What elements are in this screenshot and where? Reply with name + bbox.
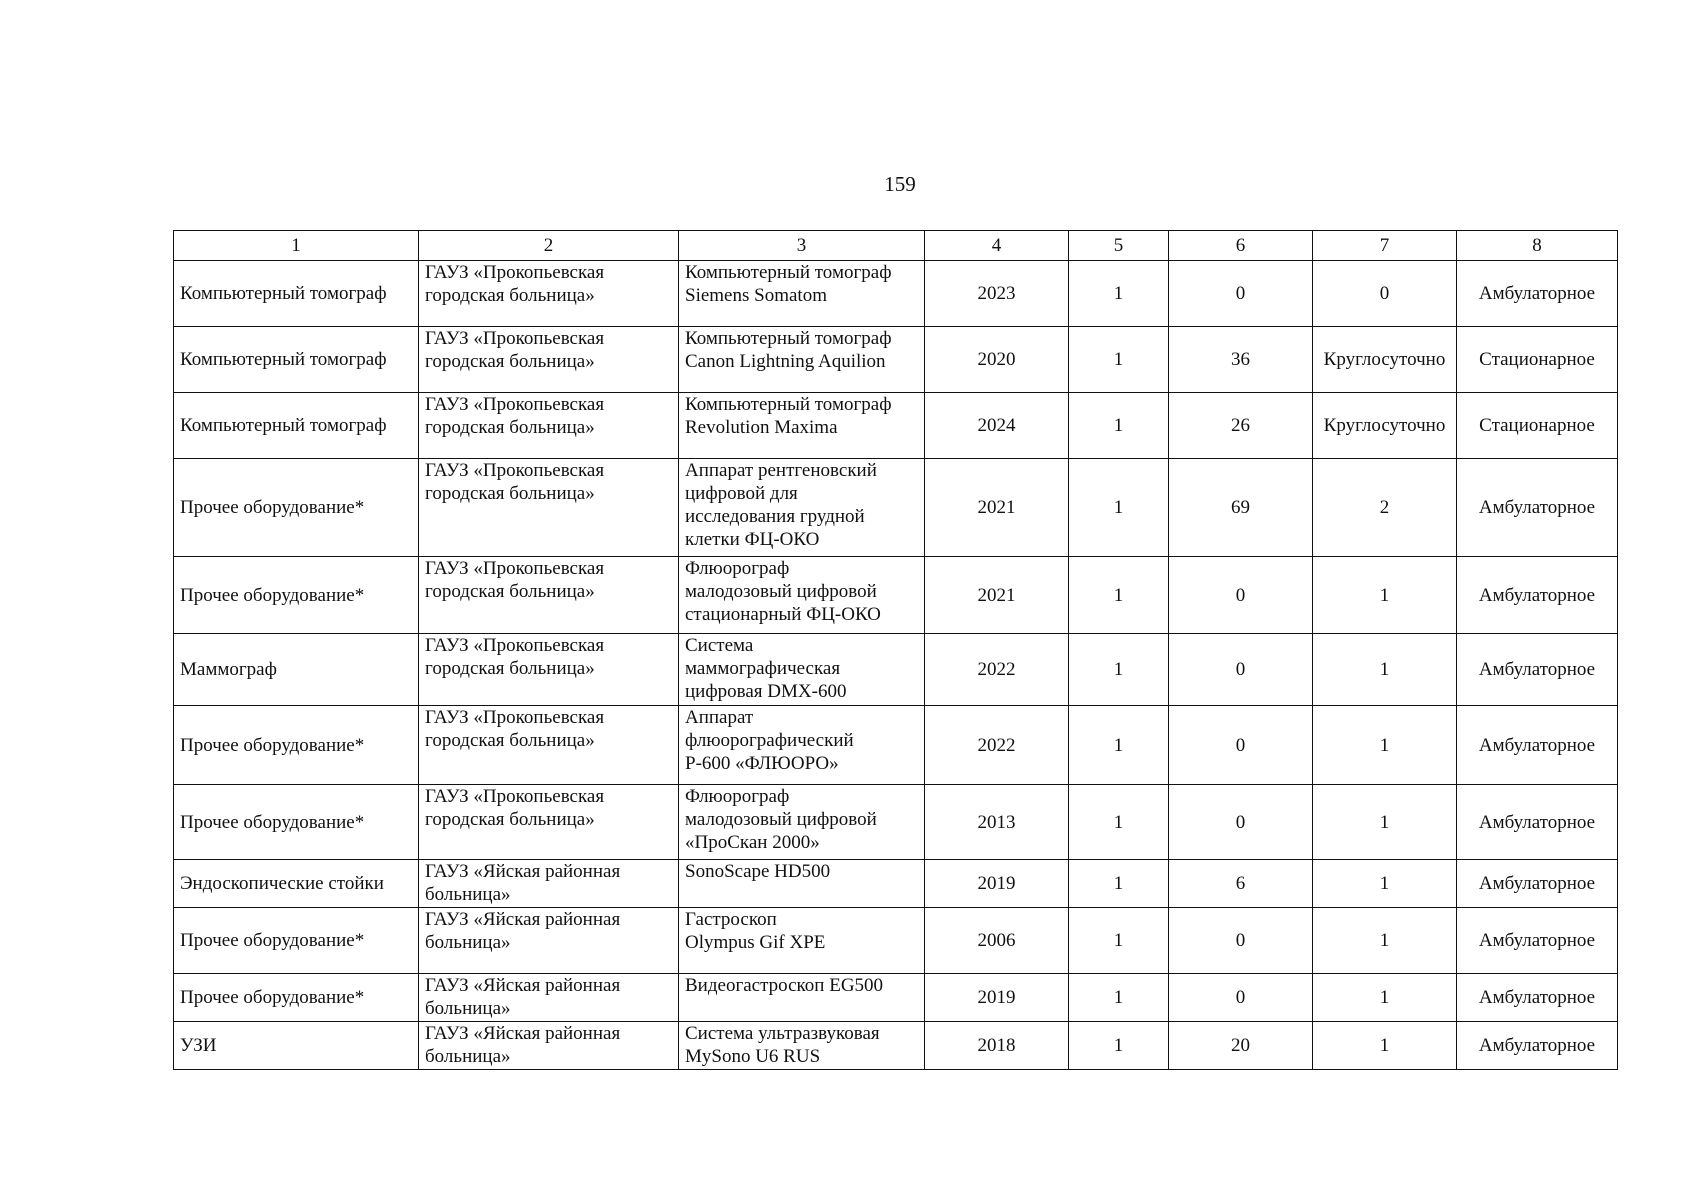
service-mode-cell: Амбулаторное bbox=[1457, 557, 1618, 634]
model: Компьютерный томограф Siemens Somatom bbox=[685, 262, 892, 306]
service-mode-cell: Амбулаторное bbox=[1457, 459, 1618, 557]
year-cell: 2006 bbox=[925, 908, 1069, 974]
organization-cell bbox=[419, 459, 679, 557]
count-cell: 1 bbox=[1069, 634, 1169, 706]
organization: ГАУЗ «Прокопьевская городская больница» bbox=[425, 707, 605, 751]
column-6-cell: 36 bbox=[1169, 327, 1313, 393]
organization: ГАУЗ «Яйская районная больница» bbox=[425, 861, 621, 905]
count-cell: 1 bbox=[1069, 261, 1169, 327]
service-mode-cell: Амбулаторное bbox=[1457, 261, 1618, 327]
column-header: 6 bbox=[1169, 231, 1313, 261]
equipment-type-cell bbox=[174, 327, 419, 393]
column-header: 7 bbox=[1313, 231, 1457, 261]
organization-cell bbox=[419, 1022, 679, 1070]
equipment-type-cell bbox=[174, 393, 419, 459]
organization-cell bbox=[419, 974, 679, 1022]
model: Аппарат рентгеновский цифровой для исследования грудной клетки ФЦ-ОКО bbox=[685, 460, 877, 550]
column-header: 4 bbox=[925, 231, 1069, 261]
column-header: 2 bbox=[419, 231, 679, 261]
column-header: 8 bbox=[1457, 231, 1618, 261]
count-cell: 1 bbox=[1069, 706, 1169, 785]
count-cell: 1 bbox=[1069, 557, 1169, 634]
organization: ГАУЗ «Яйская районная больница» bbox=[425, 1023, 621, 1067]
year-cell: 2024 bbox=[925, 393, 1069, 459]
equipment-table bbox=[173, 230, 1618, 1070]
year-cell: 2023 bbox=[925, 261, 1069, 327]
table-row bbox=[174, 908, 1618, 974]
count-cell: 1 bbox=[1069, 860, 1169, 908]
model-cell bbox=[679, 785, 925, 860]
model-cell bbox=[679, 459, 925, 557]
model: Видеогастроскоп EG500 bbox=[685, 975, 884, 996]
column-7-cell: Круглосуточно bbox=[1313, 327, 1457, 393]
table-row bbox=[174, 557, 1618, 634]
organization: ГАУЗ «Прокопьевская городская больница» bbox=[425, 262, 605, 306]
count-cell: 1 bbox=[1069, 327, 1169, 393]
service-mode-cell: Амбулаторное bbox=[1457, 785, 1618, 860]
column-7-cell: 1 bbox=[1313, 908, 1457, 974]
column-header: 5 bbox=[1069, 231, 1169, 261]
column-6-cell: 0 bbox=[1169, 785, 1313, 860]
column-7-cell: 1 bbox=[1313, 860, 1457, 908]
column-6-cell: 0 bbox=[1169, 974, 1313, 1022]
model-cell bbox=[679, 706, 925, 785]
equipment-type-cell bbox=[174, 459, 419, 557]
column-6-cell: 0 bbox=[1169, 706, 1313, 785]
organization: ГАУЗ «Прокопьевская городская больница» bbox=[425, 558, 605, 602]
model: Система ультразвуковая MySono U6 RUS bbox=[685, 1023, 880, 1067]
model: Флюорограф малодозовый цифровой «ПроСкан 2000» bbox=[685, 786, 877, 853]
model-cell bbox=[679, 393, 925, 459]
column-7-cell: 0 bbox=[1313, 261, 1457, 327]
table-row bbox=[174, 327, 1618, 393]
equipment-type: Маммограф bbox=[180, 659, 277, 680]
model-cell bbox=[679, 327, 925, 393]
table-row bbox=[174, 706, 1618, 785]
model-cell bbox=[679, 908, 925, 974]
model-cell bbox=[679, 261, 925, 327]
service-mode-cell: Стационарное bbox=[1457, 393, 1618, 459]
organization: ГАУЗ «Прокопьевская городская больница» bbox=[425, 328, 605, 372]
count-cell: 1 bbox=[1069, 974, 1169, 1022]
organization-cell bbox=[419, 634, 679, 706]
model: Флюорограф малодозовый цифровой стационарный ФЦ-ОКО bbox=[685, 558, 881, 625]
table-row bbox=[174, 393, 1618, 459]
model-cell bbox=[679, 557, 925, 634]
count-cell: 1 bbox=[1069, 1022, 1169, 1070]
service-mode-cell: Амбулаторное bbox=[1457, 706, 1618, 785]
column-6-cell: 20 bbox=[1169, 1022, 1313, 1070]
column-header: 1 bbox=[174, 231, 419, 261]
service-mode-cell: Амбулаторное bbox=[1457, 908, 1618, 974]
equipment-type: Эндоскопические стойки bbox=[180, 873, 384, 894]
equipment-type-cell bbox=[174, 785, 419, 860]
equipment-type-cell bbox=[174, 261, 419, 327]
organization-cell bbox=[419, 261, 679, 327]
equipment-type: УЗИ bbox=[180, 1035, 217, 1056]
equipment-type: Прочее оборудование* bbox=[180, 930, 365, 951]
column-7-cell: 1 bbox=[1313, 1022, 1457, 1070]
model-cell bbox=[679, 634, 925, 706]
table-row bbox=[174, 634, 1618, 706]
column-7-cell: 1 bbox=[1313, 974, 1457, 1022]
column-7-cell: 1 bbox=[1313, 557, 1457, 634]
service-mode-cell: Стационарное bbox=[1457, 327, 1618, 393]
equipment-type-cell bbox=[174, 706, 419, 785]
equipment-type-cell bbox=[174, 908, 419, 974]
table-row bbox=[174, 785, 1618, 860]
table-row bbox=[174, 860, 1618, 908]
equipment-type-cell bbox=[174, 1022, 419, 1070]
equipment-type: Прочее оборудование* bbox=[180, 584, 365, 606]
count-cell: 1 bbox=[1069, 459, 1169, 557]
table-row bbox=[174, 974, 1618, 1022]
service-mode-cell: Амбулаторное bbox=[1457, 634, 1618, 706]
equipment-type: Прочее оборудование* bbox=[180, 497, 365, 518]
model: Аппарат флюорографический Р-600 «ФЛЮОРО» bbox=[685, 707, 854, 774]
equipment-type: Прочее оборудование* bbox=[180, 811, 365, 833]
page-number: 159 bbox=[884, 172, 916, 196]
model-cell bbox=[679, 1022, 925, 1070]
organization-cell bbox=[419, 785, 679, 860]
column-6-cell: 0 bbox=[1169, 557, 1313, 634]
column-6-cell: 0 bbox=[1169, 634, 1313, 706]
service-mode-cell: Амбулаторное bbox=[1457, 974, 1618, 1022]
equipment-type-cell bbox=[174, 634, 419, 706]
equipment-type-cell bbox=[174, 974, 419, 1022]
organization-cell bbox=[419, 327, 679, 393]
column-6-cell: 6 bbox=[1169, 860, 1313, 908]
organization-cell bbox=[419, 908, 679, 974]
equipment-type: Прочее оборудование* bbox=[180, 734, 365, 756]
equipment-type: Компьютерный томограф bbox=[180, 415, 387, 436]
year-cell: 2021 bbox=[925, 557, 1069, 634]
column-header: 3 bbox=[679, 231, 925, 261]
year-cell: 2018 bbox=[925, 1022, 1069, 1070]
count-cell: 1 bbox=[1069, 785, 1169, 860]
year-cell: 2022 bbox=[925, 706, 1069, 785]
column-6-cell: 69 bbox=[1169, 459, 1313, 557]
column-7-cell: 1 bbox=[1313, 706, 1457, 785]
model: Компьютерный томограф Revolution Maxima bbox=[685, 394, 892, 438]
equipment-type-cell bbox=[174, 557, 419, 634]
organization: ГАУЗ «Яйская районная больница» bbox=[425, 909, 621, 953]
model-cell bbox=[679, 860, 925, 908]
column-7-cell: 1 bbox=[1313, 634, 1457, 706]
year-cell: 2022 bbox=[925, 634, 1069, 706]
column-6-cell: 26 bbox=[1169, 393, 1313, 459]
equipment-type: Компьютерный томограф bbox=[180, 349, 387, 370]
model: Компьютерный томограф Canon Lightning Aquilion bbox=[685, 328, 892, 372]
organization-cell bbox=[419, 860, 679, 908]
equipment-type: Прочее оборудование* bbox=[180, 987, 365, 1008]
model-cell bbox=[679, 974, 925, 1022]
column-6-cell: 0 bbox=[1169, 261, 1313, 327]
count-cell: 1 bbox=[1069, 908, 1169, 974]
model: Гастроскоп Olympus Gif XPE bbox=[685, 909, 826, 953]
organization-cell bbox=[419, 706, 679, 785]
column-7-cell: 2 bbox=[1313, 459, 1457, 557]
organization: ГАУЗ «Прокопьевская городская больница» bbox=[425, 460, 605, 504]
column-7-cell: Круглосуточно bbox=[1313, 393, 1457, 459]
table-row bbox=[174, 261, 1618, 327]
equipment-type-cell bbox=[174, 860, 419, 908]
year-cell: 2020 bbox=[925, 327, 1069, 393]
table-row bbox=[174, 459, 1618, 557]
equipment-type: Компьютерный томограф bbox=[180, 283, 387, 304]
year-cell: 2019 bbox=[925, 974, 1069, 1022]
year-cell: 2021 bbox=[925, 459, 1069, 557]
column-6-cell: 0 bbox=[1169, 908, 1313, 974]
service-mode-cell: Амбулаторное bbox=[1457, 860, 1618, 908]
table-row bbox=[174, 1022, 1618, 1070]
organization: ГАУЗ «Прокопьевская городская больница» bbox=[425, 635, 605, 679]
table-header-row bbox=[174, 231, 1618, 261]
organization: ГАУЗ «Яйская районная больница» bbox=[425, 975, 621, 1019]
column-7-cell: 1 bbox=[1313, 785, 1457, 860]
service-mode-cell: Амбулаторное bbox=[1457, 1022, 1618, 1070]
organization-cell bbox=[419, 393, 679, 459]
model: Система маммографическая цифровая DMX-600 bbox=[685, 635, 847, 702]
count-cell: 1 bbox=[1069, 393, 1169, 459]
organization: ГАУЗ «Прокопьевская городская больница» bbox=[425, 394, 605, 438]
year-cell: 2019 bbox=[925, 860, 1069, 908]
model: SonoScape HD500 bbox=[685, 861, 831, 882]
organization-cell bbox=[419, 557, 679, 634]
year-cell: 2013 bbox=[925, 785, 1069, 860]
organization: ГАУЗ «Прокопьевская городская больница» bbox=[425, 786, 605, 830]
